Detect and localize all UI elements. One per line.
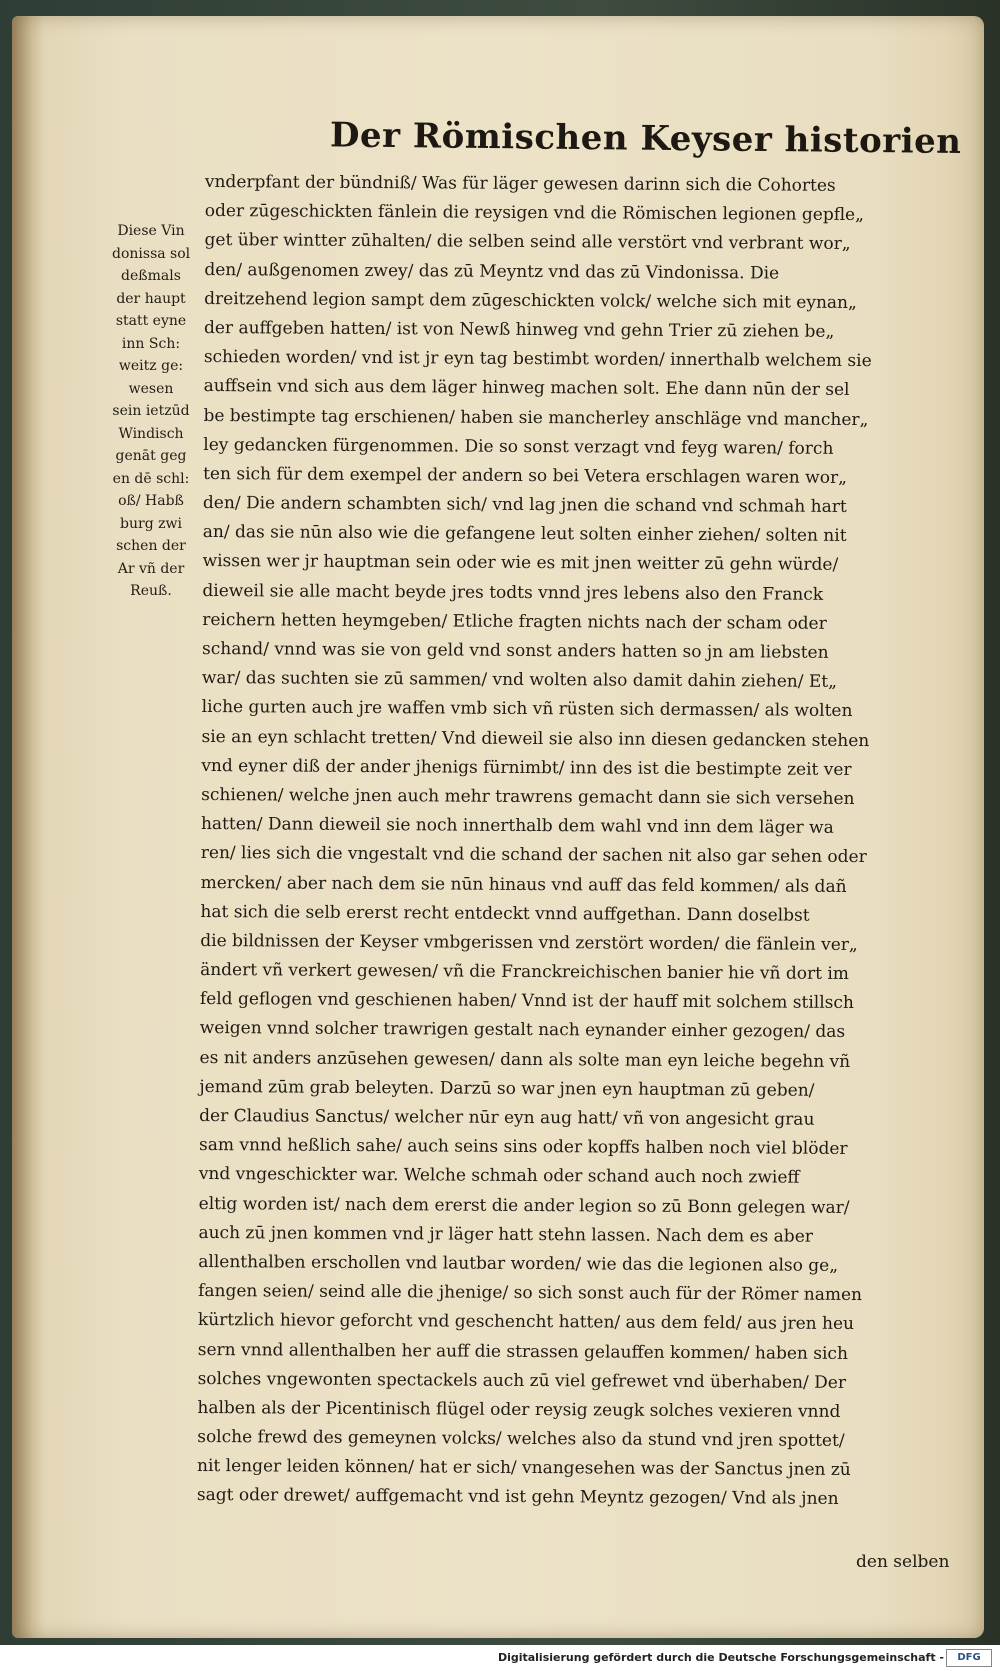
text-line: nit lenger leiden können/ hat er sich/ vnangesehen was der Sanctus jnen zū (197, 1456, 851, 1481)
text-line: solche frewd des gemeynen volcks/ welches also da stund vnd jren spottet/ (197, 1427, 845, 1451)
text-line: ley gedancken fürgenommen. Die so sonst verzagt vnd feyg waren/ forch (203, 434, 834, 459)
text-line: der Claudius Sanctus/ welcher nūr eyn aug hatt/ vñ von angesicht grau (199, 1105, 815, 1130)
margin-note-line: Ar vñ der (117, 560, 185, 577)
text-line: oder zūgeschickten fänlein die reysigen vnd die Römischen legionen gepfle„ (204, 201, 865, 226)
text-line: sern vnnd allenthalben her auff die strassen gelauffen kommen/ haben sich (197, 1339, 849, 1364)
text-line: reichern hetten heymgeben/ Etliche fragten nichts nach der scham oder (202, 609, 827, 634)
text-line: hatten/ Dann dieweil sie noch innerthalb dem wahl vnd inn dem läger wa (200, 814, 834, 838)
margin-note-line: der haupt (116, 290, 186, 307)
text-line: mercken/ aber nach dem sie nūn hinaus vnd auff das feld kommen/ als dañ (200, 872, 847, 897)
text-line: fangen seien/ seind alle die jhenige/ so sich sonst auch für der Römer namen (198, 1281, 863, 1306)
margin-note-line: schen der (116, 538, 186, 554)
text-line: dreitzehend legion sampt dem zūgeschickten volck/ welche sich mit eynan„ (204, 288, 857, 313)
text-line: den/ Die andern schambten sich/ vnd lag jnen die schand vnd schmah hart (202, 493, 847, 517)
text-line: jemand zūm grab beleyten. Darzū so war jnen eyn hauptman zū geben/ (199, 1076, 815, 1101)
body-text (197, 168, 965, 1515)
margin-note-line: sein ietzūd (112, 403, 190, 419)
text-line: schand/ vnnd was sie von geld vnd sonst anders hatten so jn am liebsten (202, 638, 829, 663)
text-line: sam vnnd heßlich sahe/ auch seins sins oder kopffs halben noch viel blöder (198, 1135, 848, 1160)
margin-note-line: wesen (128, 380, 174, 397)
text-line: wissen wer jr hauptman sein oder wie es mit jnen weitter zū gehn würde/ (202, 551, 839, 576)
text-line: ren/ lies sich die vngestalt vnd die schand der sachen nit also gar sehen oder (200, 843, 867, 868)
margin-note-line: burg zwi (120, 515, 182, 532)
margin-note-line: Reuß. (130, 583, 172, 599)
text-line: solches vngewonten spectackels auch zū viel gefrewet vnd überhaben/ Der (197, 1368, 847, 1393)
text-line: dieweil sie alle macht beyde jres todts vnnd jres lebens also den Franck (202, 580, 824, 605)
margin-note-line: oß/ Habß (118, 493, 184, 509)
margin-note-line: weitz ge: (118, 358, 184, 374)
text-line: war/ das suchten sie zū sammen/ vnd wolten also damit dahin ziehen/ Et„ (201, 668, 837, 693)
text-line: be bestimpte tag erschienen/ haben sie mancherley anschläge vnd mancher„ (203, 405, 869, 430)
text-line: feld geflogen vnd geschienen haben/ Vnnd ist der hauff mit solchem stillsch (199, 989, 854, 1014)
text-line: es nit anders anzūsehen gewesen/ dann als solte man eyn leiche begehn vñ (199, 1047, 851, 1072)
margin-note-line: genāt geg (115, 448, 187, 464)
margin-note (112, 220, 190, 603)
text-line: auch zū jnen kommen vnd jr läger hatt stehn lassen. Nach dem es aber (198, 1222, 813, 1247)
margin-note-line: deßmals (121, 268, 181, 284)
text-line: der auffgeben hatten/ ist von Newß hinweg vnd gehn Trier zū ziehen be„ (203, 317, 835, 342)
text-line: allenthalben erschollen vnd lautbar worden/ wie das die legionen also ge„ (198, 1251, 839, 1276)
text-line: sie an eyn schlacht tretten/ Vnd dieweil sie also inn diesen gedancken stehen (201, 726, 870, 751)
text-line: ändert vñ verkert gewesen/ vñ die Franckreichischen banier hie vñ dort im (200, 960, 849, 985)
funding-credit: Digitalisierung gefördert durch die Deutsche Forschungsgemeinschaft - (497, 1651, 944, 1664)
text-line: schieden worden/ vnd ist jr eyn tag bestimbt worden/ innerthalb welchem sie (203, 347, 872, 372)
text-line: vnderpfant der bündniß/ Was für läger gewesen darinn sich die Cohortes (204, 171, 836, 196)
text-line: auffsein vnd sich aus dem läger hinweg machen solt. Ehe dann nūn der sel (203, 376, 850, 401)
text-line: kürtzlich hievor geforcht vnd geschencht hatten/ aus dem feld/ aus jren heu (197, 1310, 855, 1335)
text-line: halben als der Picentinisch flügel oder reysig zeugk solches vexieren vnnd (197, 1397, 841, 1422)
margin-note-line: donissa sol (112, 245, 191, 262)
text-line: weigen vnnd solcher trawrigen gestalt nach eynander einher gezogen/ das (199, 1018, 846, 1043)
dfg-logo: DFG (946, 1649, 992, 1667)
page-gutter-shadow (12, 16, 46, 1638)
margin-note-line: statt eyne (115, 313, 187, 329)
text-line: eltig worden ist/ nach dem ererst die ander legion so zū Bonn gelegen war/ (198, 1193, 850, 1218)
text-line: an/ das sie nūn also wie die gefangene leut solten einher ziehen/ solten nit (202, 522, 847, 547)
margin-note-line: Diese Vin (117, 223, 185, 239)
text-line: vnd eyner diß der ander jhenigs fürnimbt/ inn des ist die bestimpte zeit ver (201, 755, 852, 780)
running-head: Der Römischen Keyser historien (329, 115, 962, 162)
text-line: liche gurten auch jre waffen vmb sich vñ rüsten sich dermassen/ als wolten (201, 697, 853, 722)
margin-note-line: en dē schl: (112, 470, 190, 487)
catchword: den selben (856, 1552, 950, 1572)
margin-note-line: inn Sch: (121, 335, 181, 352)
text-line: schienen/ welche jnen auch mehr trawrens gemacht dann sie sich versehen (201, 784, 855, 809)
margin-note-line: Windisch (118, 425, 184, 442)
text-line: get über wintter zūhalten/ die selben seind alle verstört vnd verbrant wor„ (204, 230, 851, 255)
text-line: vnd vngeschickter war. Welche schmah oder schand auch noch zwieff (198, 1164, 800, 1189)
text-line: die bildnissen der Keyser vmbgerissen vnd zerstört worden/ die fänlein ver„ (200, 930, 858, 955)
text-line: den/ außgenomen zwey/ das zū Meyntz vnd das zū Vindonissa. Die (204, 259, 780, 284)
text-line: hat sich die selb ererst recht entdeckt vnnd auffgethan. Dann doselbst (200, 901, 810, 926)
text-line: sagt oder drewet/ auffgemacht vnd ist gehn Meyntz gezogen/ Vnd als jnen (196, 1485, 839, 1510)
text-line: ten sich für dem exempel der andern so bei Vetera erschlagen waren wor„ (203, 463, 847, 488)
